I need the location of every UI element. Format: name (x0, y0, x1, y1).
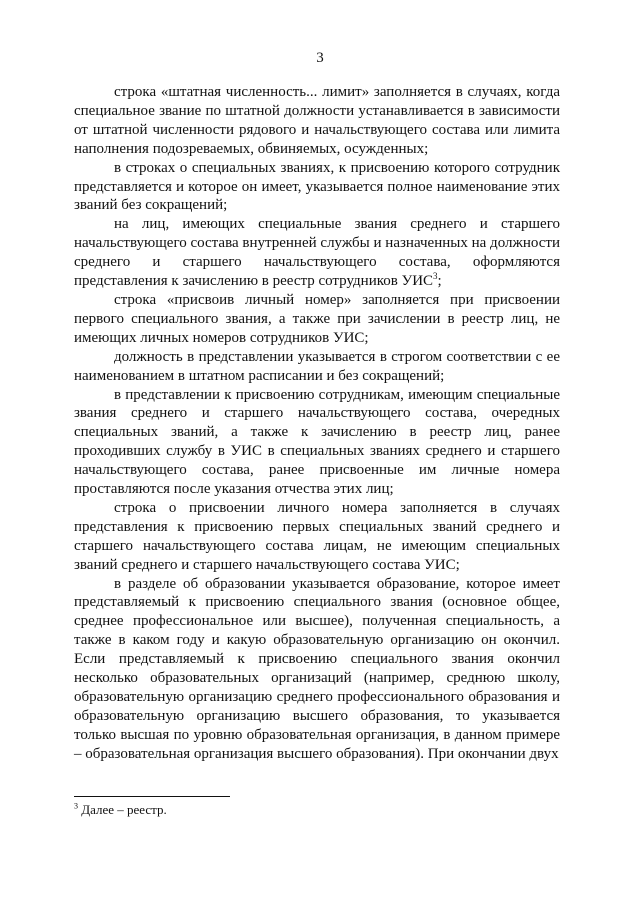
footnote-marker: 3 (74, 801, 78, 811)
footnote-divider (74, 796, 230, 797)
paragraph-registry-enrollment (74, 215, 560, 291)
paragraph-registry-enrollment-end: ; (437, 273, 442, 290)
footnote-reference: 3 (433, 271, 438, 282)
paragraph-personal-number: строка «присвоив личный номер» заполняется при присвоении первого специального звания, а также при зачислении в реестр лиц, не имеющих личных номеров сотрудников УИС; (74, 291, 560, 346)
footnote (74, 802, 167, 818)
paragraph-staff-limit: строка «штатная численность... лимит» заполняется в случаях, когда специальное звание по штатной должности устанавливается в зависимости от штатной численности рядового и начальствующего состава или лимита наполнения подозреваемых, обвиняемых, осужденных; (74, 84, 560, 157)
paragraph-rank-names: в строках о специальных званиях, к присвоению которого сотрудник представляется и которое он имеет, указывается полное наименование этих званий без сокращений; (74, 159, 560, 214)
paragraph-education: в разделе об образовании указывается образование, которое имеет представляемый к присвоению специального звания (основное общее, среднее профессиональное или высшее), полученная специальность, а также в каком году и какую образовательную организацию он окончил. Если представляемый к присвоению специального звания окончил несколько образовательных организаций (например, среднюю школу, образовательную организацию среднего профессионального образования и образовательную организацию высшего образования, то указывается только высшая по уровню образовательная организация, в данном примере – образовательная организация высшего образования). При окончании двух (74, 575, 560, 762)
paragraph-registry-enrollment-text: на лиц, имеющих специальные звания среднего и старшего начальствующего состава внутренней службы и назначенных на должности среднего и старшего начальствующего состава, оформляются представления к зачислению в реестр сотрудников УИС (74, 216, 560, 290)
page-number: 3 (316, 50, 324, 66)
paragraph-position: должность в представлении указывается в строгом соответствии с ее наименованием в штатном расписании и без сокращений; (74, 348, 560, 384)
paragraph-number-assignment: строка о присвоении личного номера заполняется в случаях представления к присвоению первых специальных званий среднего и старшего начальствующего состава лицам, не имеющим специальных званий среднего и старшего начальствующего состава УИС; (74, 499, 560, 573)
body-text (74, 83, 560, 764)
paragraph-next-ranks: в представлении к присвоению сотрудникам, имеющим специальные звания среднего и старшего начальствующего состава, очередных специальных званий, а также к зачислению в реестр лиц, ранее проходивших службу в УИС в специальных званиях среднего и старшего начальствующего состава, ранее присвоенные им личные номера проставляются после указания отчества этих лиц; (74, 386, 560, 498)
footnote-text: Далее – реестр. (78, 802, 167, 817)
